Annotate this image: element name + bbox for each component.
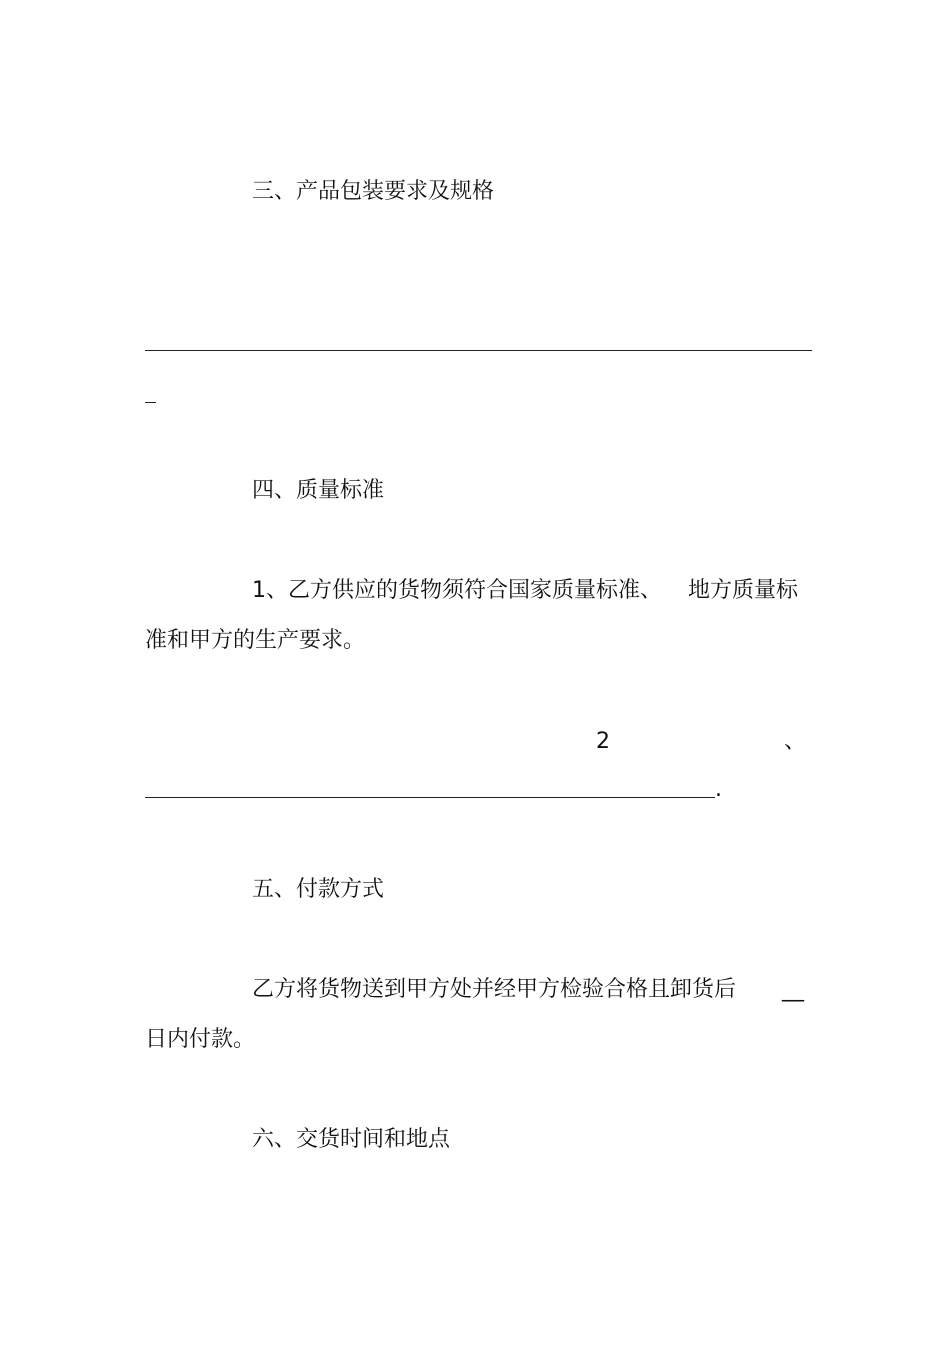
quality-item-1-text-cont: 地方质量标 — [688, 578, 799, 603]
quality-item-2-end: . — [715, 777, 722, 802]
payment-text: 乙方将货物送到甲方处并经甲方检验合格且卸货后 — [252, 977, 737, 1002]
quality-item-2-number: 2 — [596, 729, 610, 754]
section-6-heading: 六、交货时间和地点 — [252, 1127, 451, 1152]
quality-item-1-text: 1、乙方供应的货物须符合国家质量标准、 — [252, 578, 662, 603]
quality-item-2-mark: 、 — [784, 729, 807, 754]
section-5-heading: 五、付款方式 — [252, 877, 385, 902]
payment-days-blank: __ — [782, 977, 804, 1002]
quality-item-2-fill-line — [145, 797, 715, 798]
fill-in-line — [145, 350, 812, 351]
section-3-heading: 三、产品包装要求及规格 — [252, 179, 495, 204]
quality-item-1-text-line2: 准和甲方的生产要求。 — [145, 628, 366, 653]
section-4-heading: 四、质量标准 — [252, 478, 385, 503]
payment-text-line2: 日内付款。 — [145, 1027, 256, 1052]
fill-in-line-short — [145, 402, 156, 403]
